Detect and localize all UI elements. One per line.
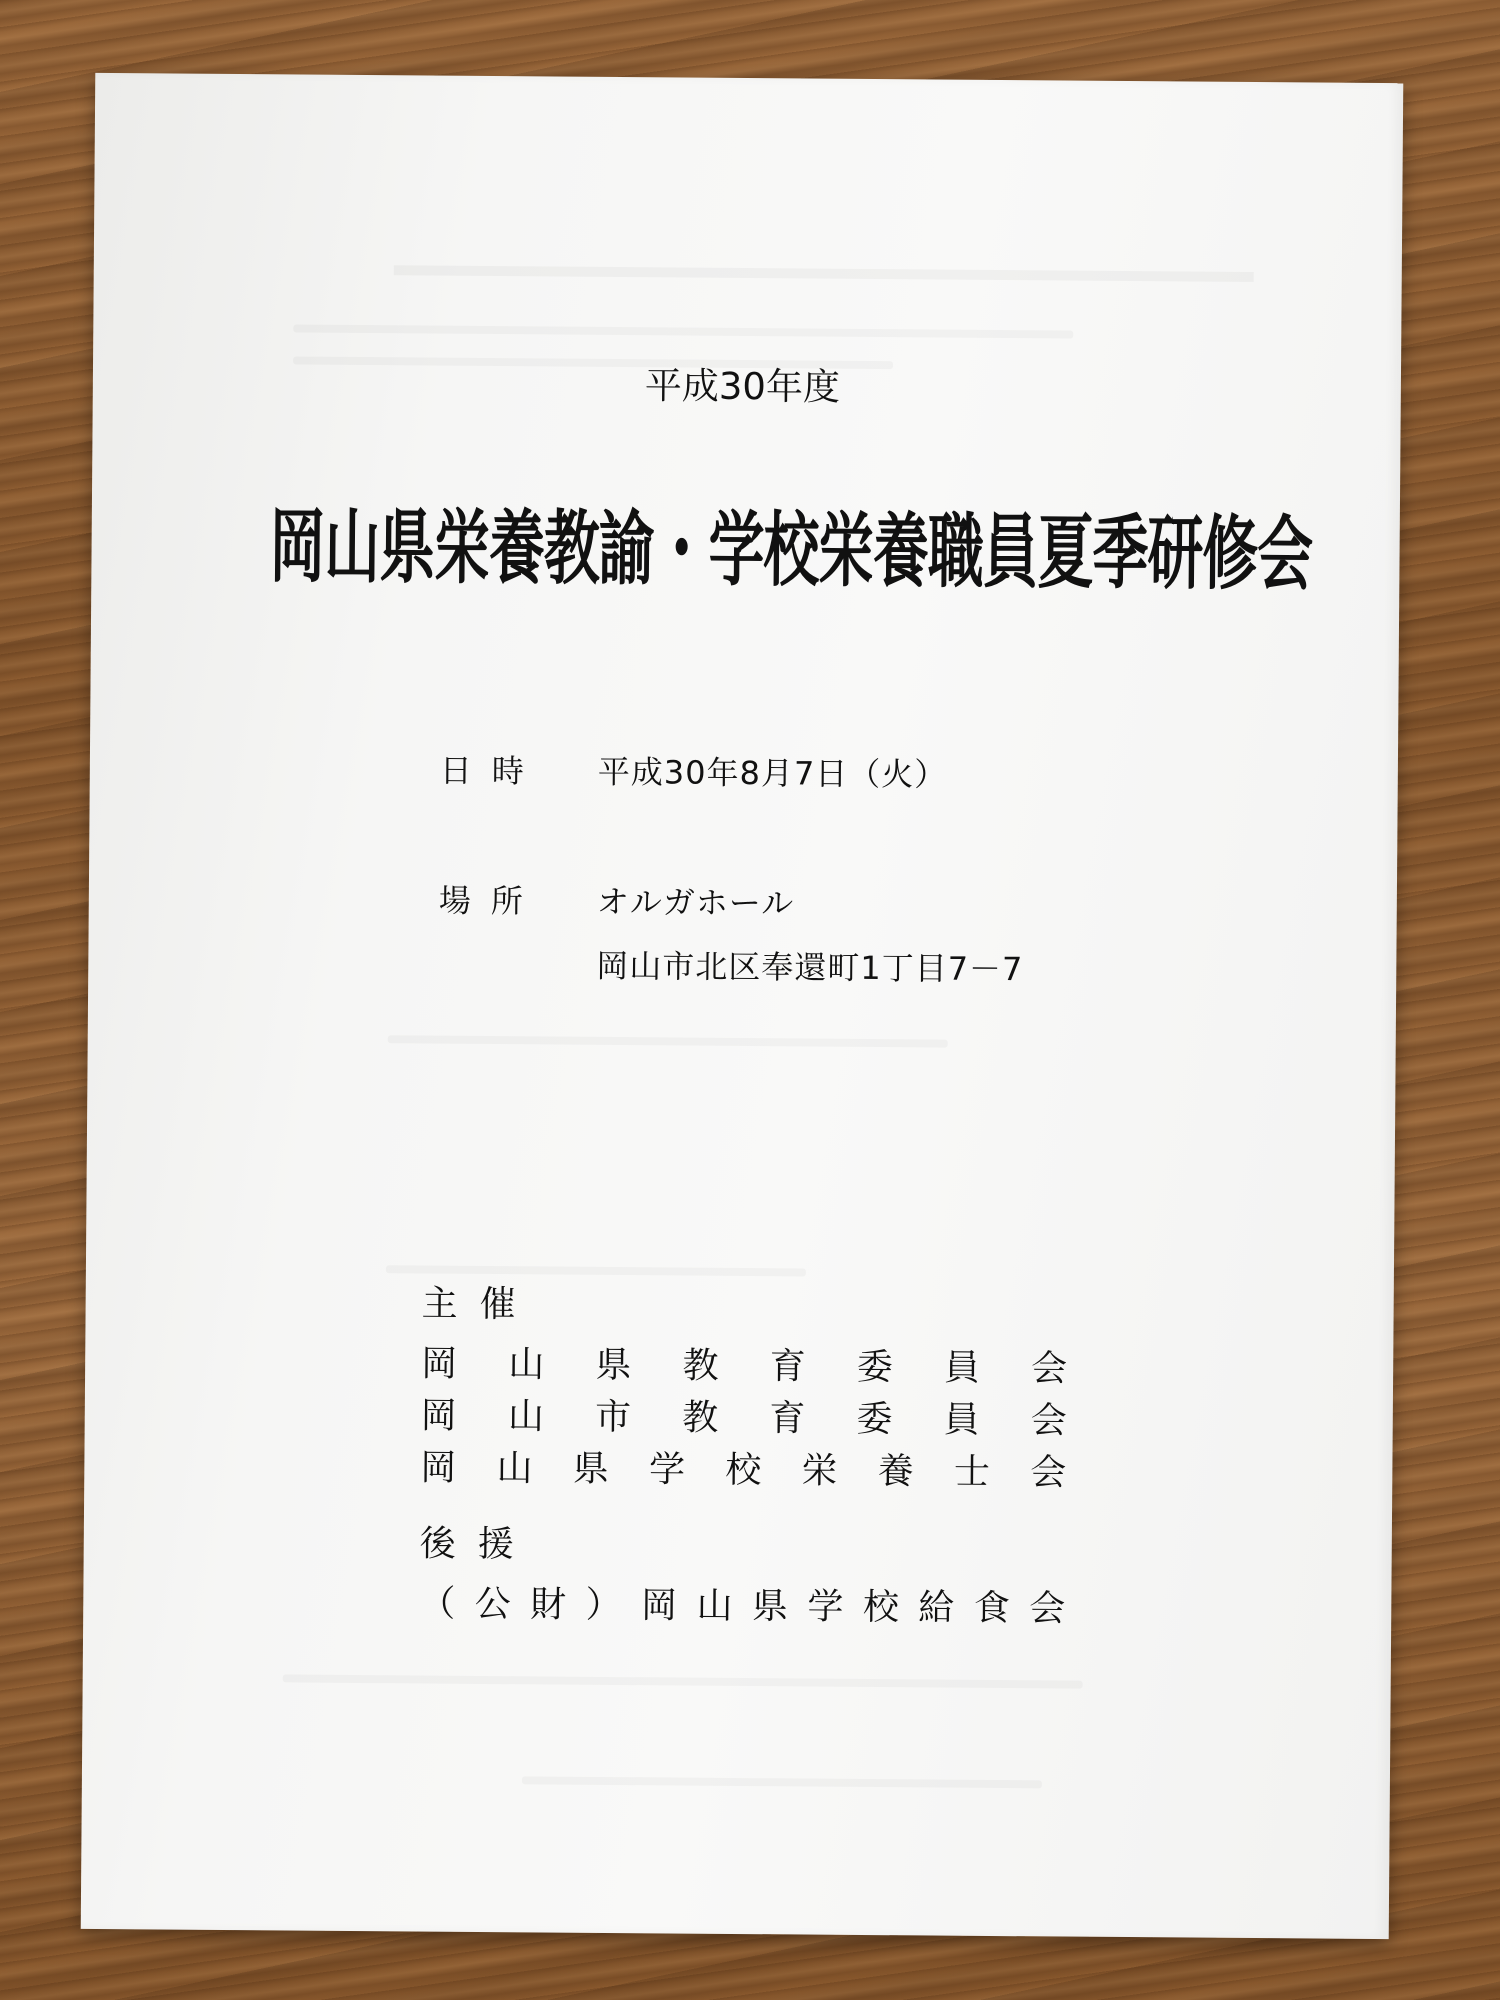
organizer-name-char: 校 [725,1449,762,1492]
show-through-line [293,324,1073,338]
supporter-name-char: 財 [530,1584,567,1626]
supporter-name-char: 岡 [640,1585,678,1627]
organizer-name-char: 養 [877,1451,914,1493]
organizer-name-char: 岡 [421,1343,458,1385]
fiscal-year: 平成30年度 [644,364,841,409]
organizer-name-char: 県 [572,1448,610,1490]
supporter-name-char: 校 [862,1586,900,1629]
supporter-name-char: 給 [918,1587,955,1629]
organizer-name [420,1439,1066,1495]
document-title: 岡山県栄養教諭・学校栄養職員夏季研修会 [269,499,1313,603]
organizer-name-char: 栄 [801,1450,838,1492]
show-through-line [522,1776,1042,1788]
document-page [81,73,1404,1939]
show-through-line [283,1674,1083,1688]
organizer-name-char: 県 [595,1344,632,1387]
organizer-name-char: 学 [648,1449,686,1491]
supporter-name-char: ） [585,1584,622,1627]
organizer-name-char: 岡 [420,1447,457,1489]
organizer-name-char: 教 [682,1345,719,1387]
organizer-name-char: 委 [856,1398,893,1441]
organizer-label: 主催 [421,1283,538,1326]
organizer-name-char: 教 [682,1397,719,1439]
supporter-name-char: 会 [1029,1588,1066,1630]
date-label: 日時 [439,751,545,791]
organizer-name-char: 会 [1030,1452,1067,1494]
supporter-name [419,1575,1065,1631]
organizer-name [421,1335,1067,1391]
show-through-line [394,265,1254,282]
supporter-name-char: （ [419,1583,456,1625]
supporter-name-char: 県 [751,1586,789,1628]
organizer-name-char: 士 [953,1451,991,1493]
organizer-name-char: 員 [943,1347,981,1389]
venue-label: 場所 [438,881,543,921]
organizer-name [421,1387,1067,1443]
organizer-name-char: 岡 [420,1395,457,1437]
organizer-name-char: 会 [1030,1348,1068,1390]
organizer-name-char: 育 [769,1398,806,1440]
organizer-name-char: 市 [594,1396,632,1439]
organizer-name-char: 育 [769,1346,806,1388]
organizer-name-char: 山 [508,1344,545,1386]
date-value: 平成30年8月7日（火） [597,752,948,794]
venue-name: オルガホール [596,882,795,923]
organizer-name-char: 員 [943,1399,980,1441]
organizer-name-char: 山 [496,1448,533,1490]
organizer-name-char: 会 [1030,1400,1067,1442]
venue-address: 岡山市北区奉還町1丁目7－7 [596,946,1024,989]
supporter-name-char: 山 [696,1585,733,1627]
organizer-name-char: 山 [507,1396,545,1438]
supporter-name-char: 学 [807,1586,844,1628]
organizer-name-char: 委 [856,1346,894,1389]
supporter-name-char: 食 [973,1587,1010,1630]
supporter-name-char: 公 [474,1583,511,1626]
support-label: 後援 [419,1523,536,1566]
show-through-line [388,1035,948,1047]
